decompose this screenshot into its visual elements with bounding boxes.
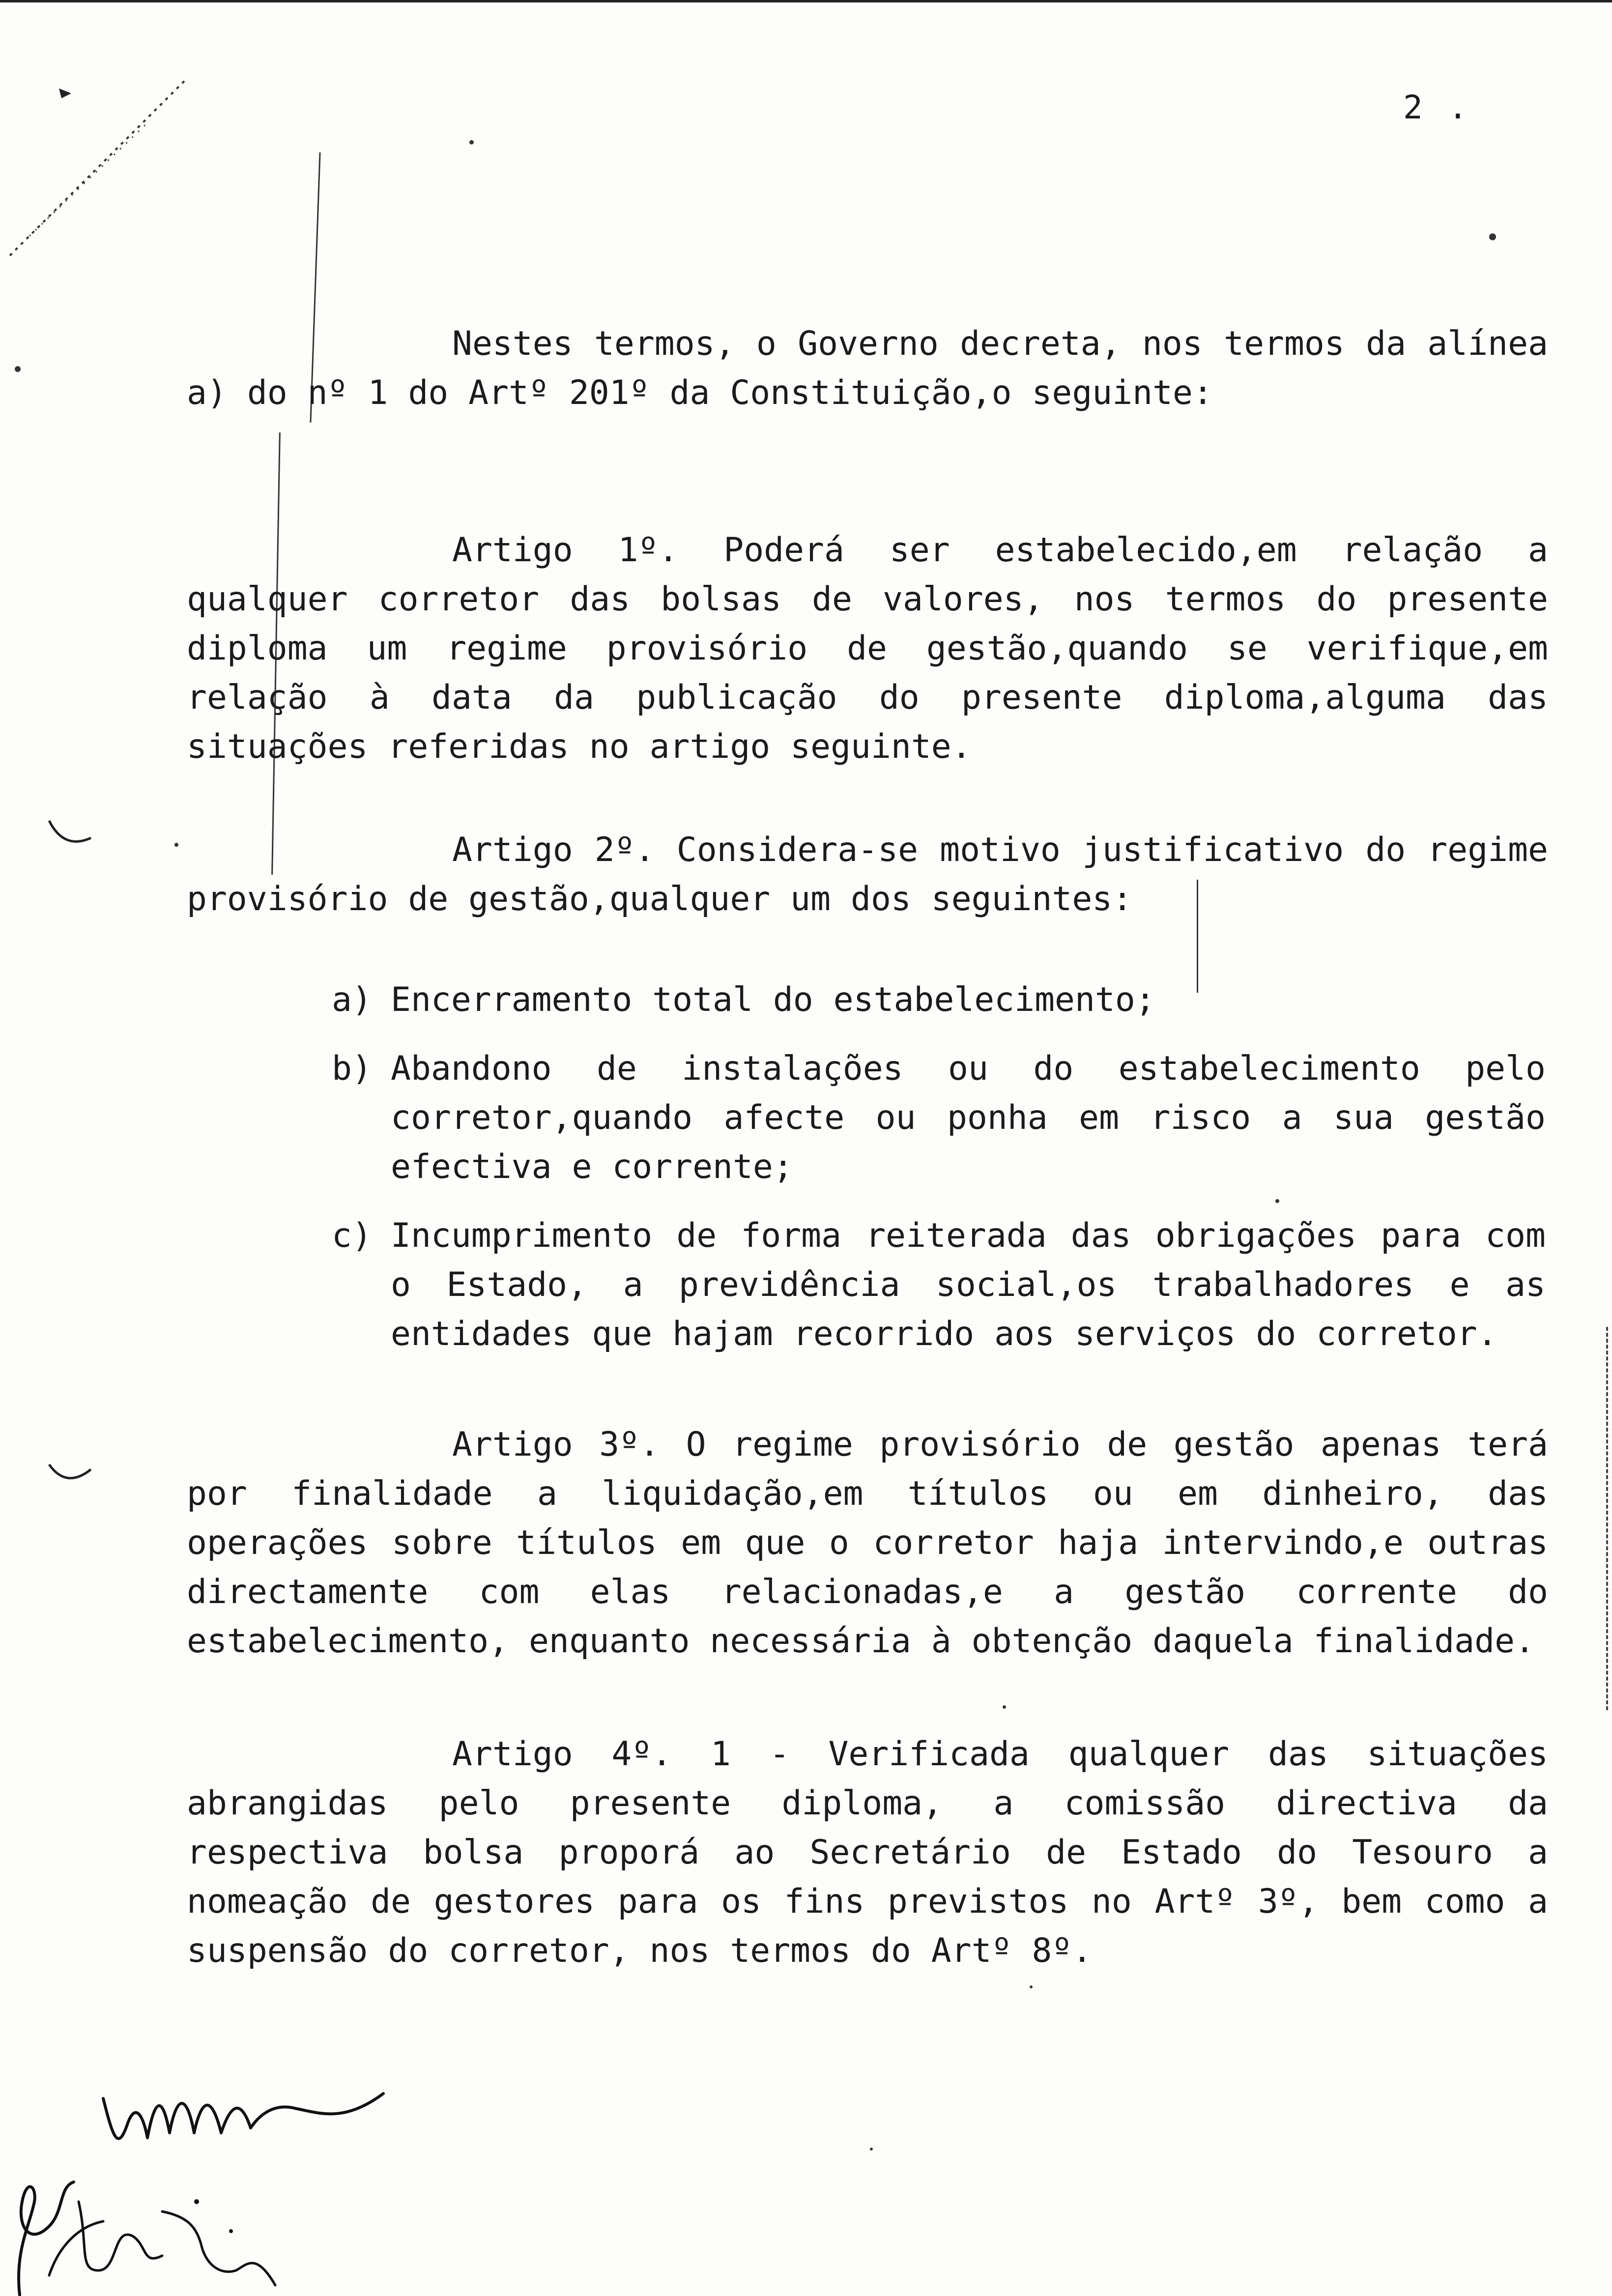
scan-speck bbox=[1275, 1199, 1279, 1203]
list-marker: c) bbox=[332, 1216, 372, 1255]
scan-speck bbox=[15, 366, 21, 372]
punch-hole-mark bbox=[44, 1440, 103, 1489]
list-item-text: Abandono de instalações ou do estabelecimento pelo corretor,quando afecte ou ponha em risco a sua gestão efectiva e corrente; bbox=[391, 1049, 1546, 1186]
top-border-line bbox=[0, 0, 1612, 2]
list-item-b bbox=[332, 1044, 1546, 1192]
artigo-3-section bbox=[187, 1420, 1548, 1666]
preamble-text: Nestes termos, o Governo decreta, nos termos da alínea a) do nº 1 do Artº 201º da Constituição,o seguinte: bbox=[187, 324, 1548, 412]
list-item-text: Incumprimento de forma reiterada das obrigações para com o Estado, a previdência social,os trabalhadores e as entidades que hajam recorrido aos serviços do corretor. bbox=[391, 1216, 1546, 1353]
artigo-2-intro: Artigo 2º. Considera-se motivo justificativo do regime provisório de gestão,qualquer um dos seguintes: bbox=[187, 831, 1548, 918]
artigo-3-text: Artigo 3º. O regime provisório de gestão apenas terá por finalidade a liquidação,em títulos ou em dinheiro, das operações sobre títulos em que o corretor haja intervindo,e outras directamente com elas relacionadas,e a gestão corrente do estabelecimento, enquanto necessária à obtenção daquela finalidade. bbox=[187, 1425, 1548, 1661]
list-item-text: Encerramento total do estabelecimento; bbox=[391, 980, 1155, 1019]
handwritten-signature bbox=[0, 2039, 442, 2296]
artigo-4-section bbox=[187, 1730, 1548, 1976]
artigo-1-section bbox=[187, 526, 1548, 772]
scan-speck bbox=[469, 140, 474, 144]
list-marker: b) bbox=[332, 1049, 372, 1088]
scan-speck bbox=[1489, 233, 1496, 240]
scan-speck bbox=[1003, 1705, 1006, 1709]
page-number: 2 . bbox=[1403, 88, 1471, 126]
artigo-4-text: Artigo 4º. 1 - Verificada qualquer das situações abrangidas pelo presente diploma, a comissão directiva da respectiva bolsa proporá ao Secretário de Estado do Tesouro a nomeação de gestores para os fins previstos no Artº 3º, bem como a suspensão do corretor, nos termos do Artº 8º. bbox=[187, 1735, 1548, 1970]
list-marker: a) bbox=[332, 980, 372, 1019]
artigo-1-text: Artigo 1º. Poderá ser estabelecido,em relação a qualquer corretor das bolsas de valores, nos termos do presente diploma um regime provisório de gestão,quando se verifique,em relação à data da publicação do presente diploma,alguma das situações referidas no artigo seguinte. bbox=[187, 531, 1548, 766]
preamble-section bbox=[187, 319, 1548, 418]
corner-marks bbox=[0, 59, 206, 265]
scan-speck bbox=[870, 2148, 873, 2151]
artigo-2-section bbox=[187, 826, 1548, 924]
scan-speck bbox=[1030, 1985, 1033, 1988]
scan-speck bbox=[174, 843, 178, 847]
list-item-a bbox=[332, 976, 1546, 1025]
punch-hole-mark bbox=[44, 811, 103, 855]
list-item-c bbox=[332, 1211, 1546, 1359]
right-edge-artifact bbox=[1606, 1327, 1610, 1710]
